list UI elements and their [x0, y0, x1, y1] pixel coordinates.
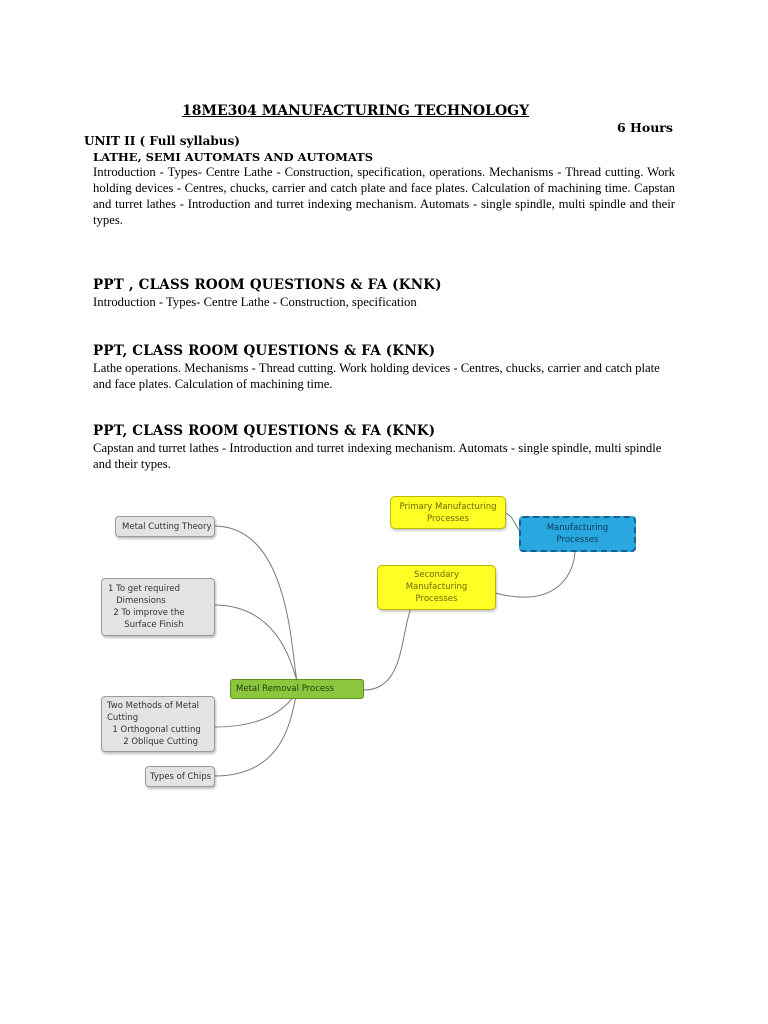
objectives-node: 1 To get required Dimensions 2 To improve the Surface Finish [101, 578, 215, 636]
primary-manufacturing-node: Primary Manufacturing Processes [390, 496, 506, 529]
section-body-1: Introduction - Types- Centre Lathe - Construction, specification [93, 295, 417, 309]
hours-label: 6 Hours [617, 120, 673, 135]
metal-removal-process-node: Metal Removal Process [230, 679, 364, 699]
connector-secondary-manufacturing [495, 550, 575, 597]
section-heading-3: PPT, CLASS ROOM QUESTIONS & FA (KNK) [93, 423, 436, 439]
metal-cutting-theory-node: Metal Cutting Theory [115, 516, 215, 537]
unit-heading: UNIT II ( Full syllabus) [84, 134, 240, 148]
section-heading-2: PPT, CLASS ROOM QUESTIONS & FA (KNK) [93, 343, 436, 359]
course-title: 18ME304 MANUFACTURING TECHNOLOGY [182, 103, 530, 119]
secondary-manufacturing-node: Secondary Manufacturing Processes [377, 565, 496, 610]
section-body-2: Lathe operations. Mechanisms - Thread cutting. Work holding devices - Centres, chucks, carrier and catch plate and face plates. Calculation of machining time. [93, 361, 660, 391]
connector-objectives [214, 605, 300, 688]
types-of-chips-node: Types of Chips [145, 766, 215, 787]
cutting-methods-node: Two Methods of Metal Cutting 1 Orthogonal cutting 2 Oblique Cutting [101, 696, 215, 752]
syllabus-paragraph: Introduction - Types- Centre Lathe - Construction, specification, operations. Mechanisms - Thread cutting. Work holding devices - Centres, chucks, carrier and catch plate and face plates. Calculation of machining time. Capstan and turret lathes - Introduction and turret indexing mechanism. Automats - single spindle, multi spindle and their types. [93, 165, 675, 227]
section-heading-1: PPT , CLASS ROOM QUESTIONS & FA (KNK) [93, 277, 442, 293]
connector-theory [214, 526, 300, 688]
section-body-3: Capstan and turret lathes - Introduction and turret indexing mechanism. Automats - single spindle, multi spindle and their types. [93, 441, 662, 471]
manufacturing-processes-node: Manufacturing Processes [519, 516, 636, 552]
connector-chips [214, 690, 300, 776]
topic-heading: LATHE, SEMI AUTOMATS AND AUTOMATS [93, 150, 373, 164]
